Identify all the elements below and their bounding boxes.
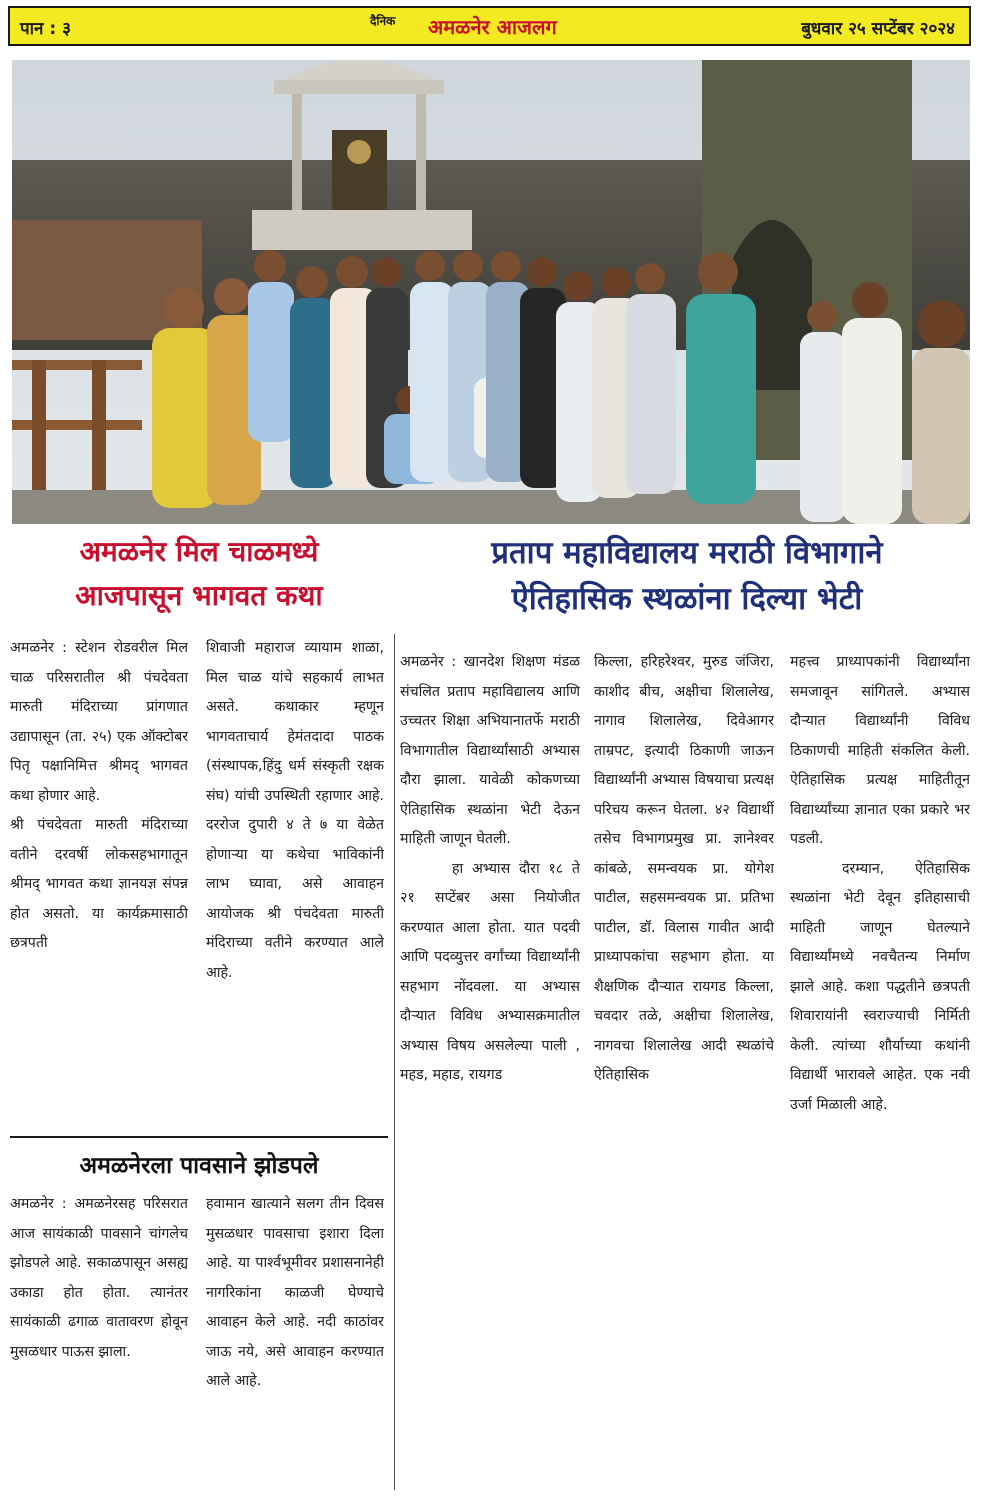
pratap-column-2 xyxy=(594,648,774,1490)
group-photo xyxy=(12,60,970,524)
paragraph: किल्ला, हरिहरेश्वर, मुरुड जंजिरा, काशीद बीच, अक्षीचा शिलालेख, नागाव शिलालेख, दिवेआगर ताम्रपट, इत्यादी ठिकाणी जाऊन विद्यार्थ्यांनी अभ्यास विषयाचा प्रत्यक्ष परिचय करून घेतला. ४२ विद्यार्थी तसेच विभागप्रमुख प्रा. ज्ञानेश्वर कांबळे, समन्वयक प्रा. योगेश पाटील, सहसमन्वयक प्रा. प्रतिभा पाटील, डॉ. विलास गावीत आदी प्राध्यापकांचा सहभाग होता. या शैक्षणिक दौऱ्यात रायगड किल्ला, चवदार तळे, अक्षीचा शिलालेख, नागवचा शिलालेख आदी स्थळांचे ऐतिहासिक xyxy=(594,654,774,1083)
page-number: पान : ३ xyxy=(20,19,71,39)
pratap-headline xyxy=(398,530,976,622)
pratap-headline-line1: प्रताप महाविद्यालय मराठी विभागाने xyxy=(491,535,883,571)
bhagwat-headline-line1: अमळनेर मिल चाळमध्ये xyxy=(79,535,319,568)
paragraph: श्री पंचदेवता मारुती मंदिराच्या वतीने दरवर्षी लोकसहभागातून श्रीमद् भागवत कथा ज्ञानयज्ञ संपन्न होत असतो. या कार्यक्रमासाठी छत्रपती xyxy=(10,817,188,951)
paragraph: अमळनेर : स्टेशन रोडवरील मिल चाळ परिसरातील श्री पंचदेवता मारुती मंदिराच्या प्रांगणात उद्यापासून (ता. २५) एक ऑक्टोबर पितृ पक्षानिमित्त श्रीमद् भागवत कथा होणार आहे. xyxy=(10,640,188,804)
pratap-column-3 xyxy=(790,648,970,1490)
paragraph: अमळनेर : खानदेश शिक्षण मंडळ संचलित प्रताप महाविद्यालय आणि उच्चतर शिक्षा अभियानातर्फे मराठी विभागातील विद्यार्थ्यांसाठी अभ्यास दौरा झाला. यावेळी कोकणच्या ऐतिहासिक स्थळांना भेटी देऊन माहिती जाणून घेतली. xyxy=(400,654,580,847)
pratap-column-1 xyxy=(400,648,580,1490)
bhagwat-headline-line2: आजपासून भागवत कथा xyxy=(75,579,323,612)
newspaper-name: अमळनेर आजलग xyxy=(428,15,557,39)
paragraph: हा अभ्यास दौरा १८ ते २१ सप्टेंबर असा नियोजीत करण्यात आला होता. यात पदवी आणि पदव्युत्तर वर्गांच्या विद्यार्थ्यांनी सहभाग नोंदवला. या अभ्यास दौऱ्यात विविध अभ्यासक्रमातील अभ्यास विषय असलेल्या पाली , महड, महाड, रायगड xyxy=(400,860,580,1083)
paragraph: अमळनेर : अमळनेरसह परिसरात आज सायंकाळी पावसाने चांगलेच झोडपले आहे. सकाळपासून असह्य उकाडा होत होता. त्यानंतर सायंकाळी ढगाळ वातावरण होवून मुसळधार पाऊस झाला. xyxy=(10,1196,188,1360)
rain-column-2 xyxy=(206,1190,384,1490)
group-photo-illustration xyxy=(12,60,970,524)
paragraph: शिवाजी महाराज व्यायाम शाळा, मिल चाळ यांचे सहकार्य लाभत असते. कथाकार म्हणून भागवताचार्य हेमंतदादा पाठक (संस्थापक,हिंदु धर्म संस्कृती रक्षक संघ) यांची उपस्थिती रहाणार आहे. दररोज दुपारी ४ ते ७ या वेळेत होणाऱ्या या कथेचा भाविकांनी लाभ घ्यावा, असे आवाहन आयोजक श्री पंचदेवता मारुती मंदिराच्या वतीने करण्यात आले आहे. xyxy=(206,640,384,981)
paragraph: हवामान खात्याने सलग तीन दिवस मुसळधार पावसाचा इशारा दिला आहे. या पार्श्वभूमीवर प्रशासनानेही नागरिकांना काळजी घेण्याचे आवाहन केले आहे. नदी काठांवर जाऊ नये, असे आवाहन करण्यात आले आहे. xyxy=(206,1196,384,1389)
pratap-headline-line2: ऐतिहासिक स्थळांना दिल्या भेटी xyxy=(511,581,863,617)
rain-column-1 xyxy=(10,1190,188,1490)
bhagwat-headline xyxy=(10,530,388,618)
column-divider xyxy=(394,634,395,1490)
bhagwat-column-2 xyxy=(206,634,384,1128)
section-divider xyxy=(10,1136,388,1138)
masthead xyxy=(8,6,971,46)
issue-date: बुधवार २५ सप्टेंबर २०२४ xyxy=(801,19,955,39)
daily-label: दैनिक xyxy=(370,14,396,28)
paragraph: दरम्यान, ऐतिहासिक स्थळांना भेटी देवून इतिहासाची माहिती जाणून घेतल्याने विद्यार्थ्यांमध्ये नवचैतन्य निर्माण झाले आहे. कशा पद्धतीने छत्रपती शिवारायांनी स्वराज्याची निर्मिती केली. त्यांच्या शौर्याच्या कथांनी विद्यार्थी भारावले आहेत. एक नवी उर्जा मिळाली आहे. xyxy=(790,860,970,1113)
rain-headline: अमळनेरला पावसाने झोडपले xyxy=(79,1153,319,1179)
paragraph: महत्त्व प्राध्यापकांनी विद्यार्थ्यांना समजावून सांगितले. अभ्यास दौऱ्यात विद्यार्थ्यांनी विविध ठिकाणची माहिती संकलित केली. ऐतिहासिक प्रत्यक्ष माहितीतून विद्यार्थ्यांच्या ज्ञानात एका प्रकारे भर पडली. xyxy=(790,654,970,847)
bhagwat-column-1 xyxy=(10,634,188,1128)
